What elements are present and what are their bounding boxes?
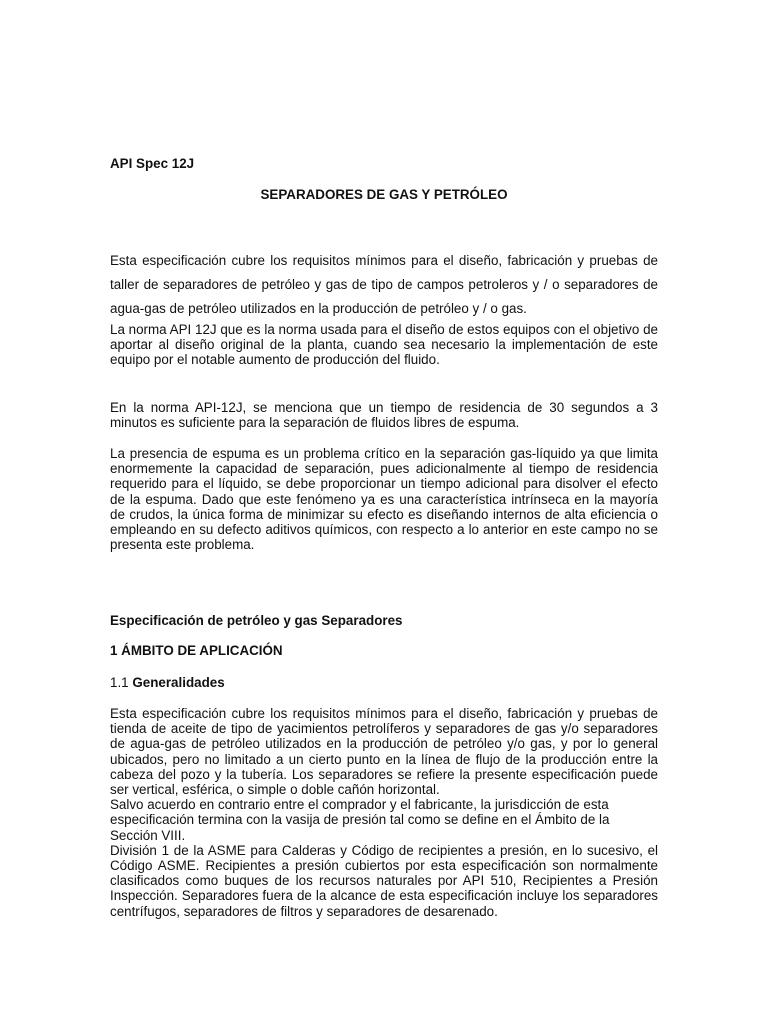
subsection-1-1-heading [110, 675, 658, 690]
subsection-paragraph: División 1 de la ASME para Calderas y Código de recipientes a presión, en lo sucesivo, el Código ASME. Recipientes a presión cubiertos por esta especificación son normalmente clasificados como buques de los recursos naturales por API 510, Recipientes a Presión Inspección. Separadores fuera de la alcance de esta especificación incluye los separadores centrífugos, separadores de filtros y separadores de desarenado. [110, 842, 658, 919]
intro-paragraph [110, 446, 658, 552]
intro-paragraph-text: En la norma API-12J, se menciona que un tiempo de residencia de 30 segundos a 3 minutos es suficiente para la separación de fluidos libres de espuma. [110, 400, 658, 431]
subsection-number: 1.1 [110, 675, 129, 690]
subsection-title: Generalidades [132, 675, 225, 690]
intro-paragraph [110, 400, 658, 430]
intro-paragraph [110, 249, 658, 321]
document-label: API Spec 12J [110, 156, 195, 171]
intro-paragraph [110, 322, 658, 368]
intro-paragraph-text: La presencia de espuma es un problema crítico en la separación gas-líquido ya que limita enormemente la capacidad de separación, pues adicionalmente al tiempo de residencia requerido para el líquido, se debe proporcionar un tiempo adicional para disolver el efecto de la espuma. Dado que este fenómeno ya es una característica intrínseca en la mayoría de crudos, la única forma de minimizar su efecto es diseñando internos de alta eficiencia o empleando en su defecto aditivos químicos, con respecto a lo anterior en este campo no se presenta este problema. [110, 446, 658, 553]
subsection-1-1-body [110, 706, 658, 919]
document-title: SEPARADORES DE GAS Y PETRÓLEO [260, 187, 508, 202]
intro-paragraph-text: La norma API 12J que es la norma usada para el diseño de estos equipos con el objetivo de aportar al diseño original de la planta, cuando sea necesario la implementación de este equipo por el notable aumento de producción del fluido. [110, 322, 658, 368]
subsection-paragraph: Esta especificación cubre los requisitos mínimos para el diseño, fabricación y pruebas de tienda de aceite de tipo de yacimientos petrolíferos y separadores de gas y/o separadores de agua-gas de petróleo utilizados en la producción de petróleo y/o gas, y por lo general ubicados, pero no limitado a un cierto punto en la línea de flujo de la producción entre la cabeza del pozo y la tubería. Los separadores se refiere la presente especificación puede ser vertical, esférica, o simple o doble cañón horizontal. [110, 706, 658, 798]
section-heading: Especificación de petróleo y gas Separadores [110, 613, 403, 628]
intro-paragraph-text: Esta especificación cubre los requisitos mínimos para el diseño, fabricación y pruebas de taller de separadores de petróleo y gas de tipo de campos petroleros y / o separadores de agua-gas de petróleo utilizados en la producción de petróleo y / o gas. [110, 253, 658, 316]
section-1-heading: 1 ÁMBITO DE APLICACIÓN [110, 643, 283, 658]
subsection-paragraph: Salvo acuerdo en contrario entre el comprador y el fabricante, la jurisdicción de esta especificación termina con la vasija de presión tal como se define en el Ámbito de la Sección VIII. [110, 797, 610, 843]
